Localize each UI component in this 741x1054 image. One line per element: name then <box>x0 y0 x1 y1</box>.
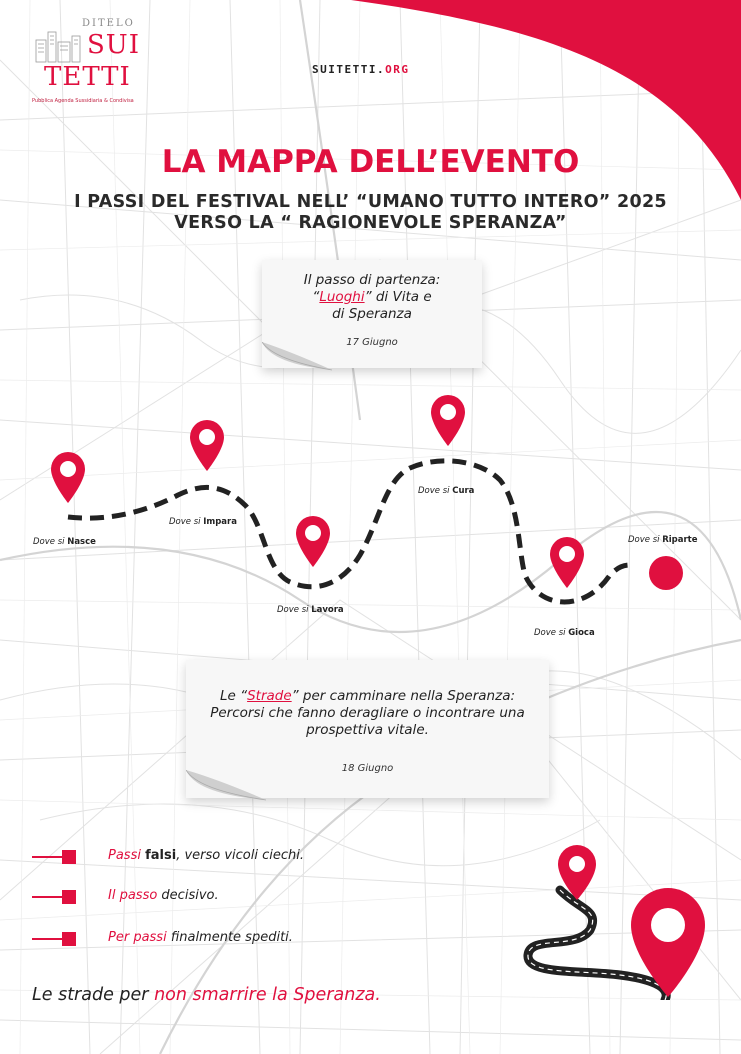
stop-prefix: Dove si <box>33 537 65 547</box>
note1-text <box>262 260 482 323</box>
site-domain: SUITETTI. <box>312 63 386 76</box>
logo[interactable] <box>32 18 144 110</box>
stop-name: Gioca <box>568 628 595 638</box>
stop-prefix: Dove si <box>534 628 566 638</box>
stop-label-gioca <box>534 628 595 638</box>
stop-label-nasce <box>33 537 96 547</box>
legend-rest: decisivo. <box>157 888 219 903</box>
stop-name: Riparte <box>662 535 698 545</box>
legend-line <box>32 896 62 898</box>
page-subtitle-line1: I PASSI DEL FESTIVAL NELL’ “UMANO TUTTO INTERO” 2025 <box>74 192 667 212</box>
page-subtitle-line2: VERSO LA “ RAGIONEVOLE SPERANZA” <box>174 213 567 233</box>
footer-prefix: Le strade per <box>32 985 155 1005</box>
buildings-logo-icon <box>34 26 82 64</box>
note2-line1 <box>186 688 549 705</box>
stop-label-riparte <box>628 535 698 545</box>
stop-name: Nasce <box>67 537 96 547</box>
legend-text <box>108 848 304 863</box>
legend-rest: , verso vicoli ciechi. <box>176 848 304 863</box>
site-extension: ORG <box>385 63 410 76</box>
note1-line2 <box>262 289 482 306</box>
note2-rest: ” per camminare nella Speranza: <box>291 688 516 704</box>
dashed-route-path <box>68 461 633 602</box>
website-link[interactable] <box>312 63 409 76</box>
note1-date: 17 Giugno <box>346 337 398 348</box>
map-pin-icon <box>550 537 584 588</box>
stop-label-impara <box>169 517 237 527</box>
legend-marker <box>62 890 76 904</box>
legend-text <box>108 888 219 903</box>
stop-name: Cura <box>452 486 475 496</box>
legend-highlight: Per passi <box>108 930 167 945</box>
note1-rest: ” di Vita e <box>364 289 432 305</box>
stop-label-cura <box>418 486 474 496</box>
page-title: LA MAPPA DELL’EVENTO <box>161 144 580 180</box>
destination-dot <box>649 556 683 590</box>
note2-line3: prospettiva vitale. <box>306 722 429 738</box>
stop-label-lavora <box>277 605 344 615</box>
stop-name: Lavora <box>311 605 344 615</box>
stop-prefix: Dove si <box>169 517 201 527</box>
note2-line2: Percorsi che fanno deragliare o incontrare una <box>210 705 525 721</box>
stop-name: Impara <box>203 517 237 527</box>
note1-highlight: Luoghi <box>319 289 365 305</box>
note1-line3: di Speranza <box>332 306 412 322</box>
logo-subtitle: Pubblica Agenda Sussidiaria & Condivisa <box>32 98 134 104</box>
legend-marker <box>62 932 76 946</box>
stop-prefix: Dove si <box>277 605 309 615</box>
note-card-day2 <box>186 660 549 798</box>
footer-tagline <box>32 985 381 1005</box>
page-curl-icon <box>186 770 276 802</box>
note2-prefix: Le “ <box>219 688 248 704</box>
map-pin-icon <box>431 395 465 446</box>
note1-line1: Il passo di partenza: <box>303 272 441 288</box>
logo-top-text: DITELO <box>82 18 135 29</box>
legend-line <box>32 938 62 940</box>
note2-highlight: Strade <box>247 688 292 704</box>
legend-marker <box>62 850 76 864</box>
map-pin-icon <box>296 516 330 567</box>
page-curl-icon <box>262 342 342 372</box>
logo-sui-text: SUI <box>87 30 140 60</box>
legend-bold: falsi <box>145 848 177 863</box>
map-pin-icon <box>190 420 224 471</box>
note1-quote-open: “ <box>312 289 320 305</box>
legend-rest: finalmente spediti. <box>166 930 293 945</box>
legend-highlight: Il passo <box>108 888 158 903</box>
map-pin-icon <box>51 452 85 503</box>
note-card-day1 <box>262 260 482 368</box>
legend-text <box>108 930 293 945</box>
road-illustration <box>520 840 740 1000</box>
note2-date: 18 Giugno <box>341 763 394 774</box>
logo-tetti-text: TETTI <box>44 62 131 92</box>
footer-highlight: non smarrire la Speranza. <box>154 985 381 1005</box>
legend-highlight: Passi <box>108 848 141 863</box>
stop-prefix: Dove si <box>628 535 660 545</box>
stop-prefix: Dove si <box>418 486 450 496</box>
legend-line <box>32 856 62 858</box>
note2-text <box>186 660 549 739</box>
